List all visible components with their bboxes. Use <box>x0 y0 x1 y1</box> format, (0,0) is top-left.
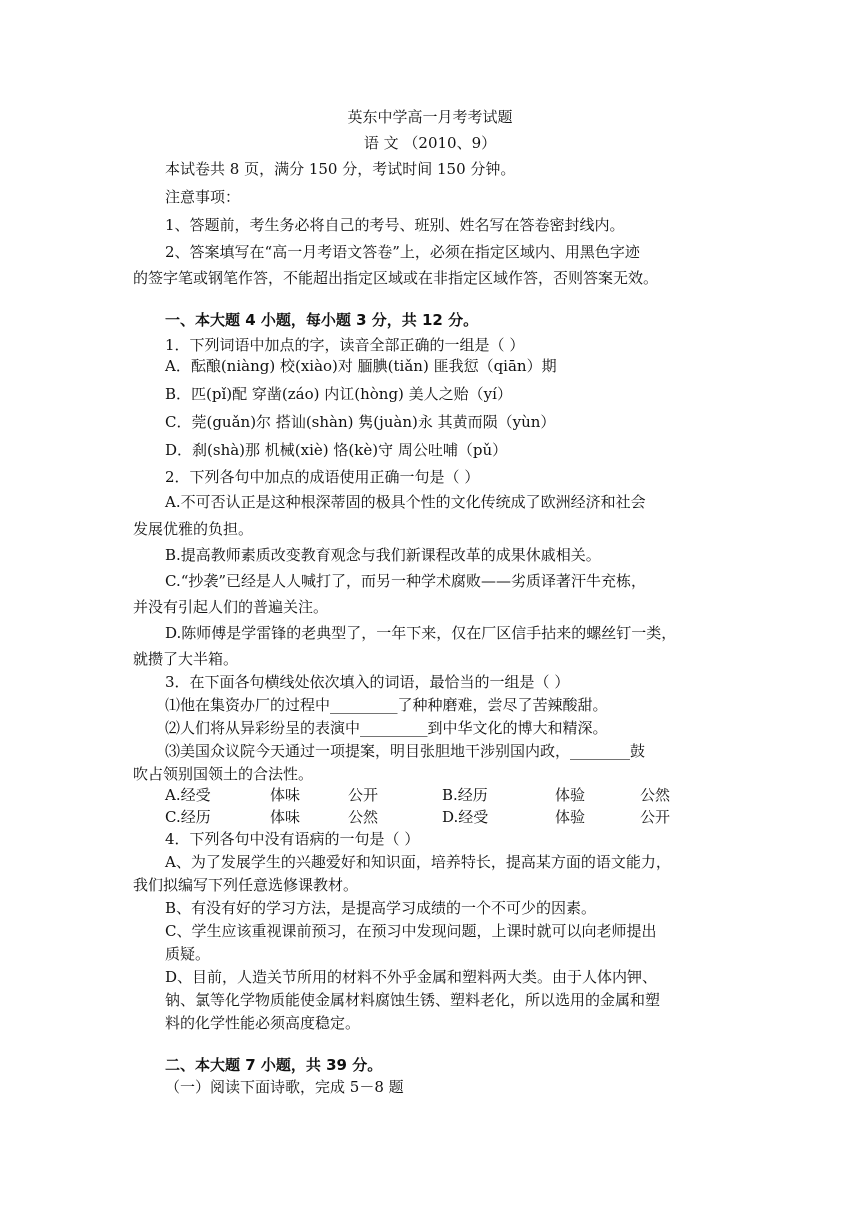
q1-option-a: A．酝酿(niàng) 校(xiào)对 腼腆(tiǎn) 匪我愆（qiān）期 <box>165 357 557 375</box>
q3-option-d-word3: 公开 <box>640 808 671 826</box>
q4-option-a-cont: 我们拟编写下列任意选修课教材。 <box>133 876 359 894</box>
q3-option-b-word1: B.经历 <box>442 786 488 804</box>
q2-option-c: C.“抄袭”已经是人人喊打了，而另一种学术腐败——劣质译著汗牛充栋， <box>165 572 647 590</box>
q3-stem: 3．在下面各句横线处依次填入的词语，最恰当的一组是（ ） <box>165 673 570 691</box>
notice-title: 注意事项： <box>165 188 241 206</box>
q3-option-a-word3: 公开 <box>348 786 379 804</box>
q4-option-d-cont-1: 钠、氯等化学物质能使金属材料腐蚀生锈、塑料老化，所以选用的金属和塑 <box>165 991 661 1009</box>
exam-subject-date: 语 文 （2010、9） <box>363 134 497 152</box>
q4-option-d-cont-2: 料的化学性能必须高度稳定。 <box>165 1014 361 1032</box>
q3-sentence-3-cont: 吹占领别国领土的合法性。 <box>133 765 314 783</box>
q1-option-c: C．莞(guǎn)尔 搭讪(shàn) 隽(juàn)永 其黄而陨（yùn） <box>165 413 556 431</box>
q2-option-d-cont: 就攒了大半箱。 <box>133 650 239 668</box>
notice-item-2: 2、答案填写在“高一月考语文答卷”上，必须在指定区域内、用黑色字迹 <box>165 243 640 261</box>
q4-option-d: D、目前，人造关节所用的材料不外乎金属和塑料两大类。由于人体内钾、 <box>165 968 658 986</box>
notice-item-1: 1、答题前，考生务必将自己的考号、班别、姓名写在答卷密封线内。 <box>165 216 625 234</box>
q2-option-a-cont: 发展优雅的负担。 <box>133 520 254 538</box>
q3-option-c-word1: C.经历 <box>165 808 211 826</box>
q3-sentence-1: ⑴他在集资办厂的过程中_________了种种磨难，尝尽了苦辣酸甜。 <box>165 696 608 714</box>
q3-option-d-word1: D.经受 <box>442 808 489 826</box>
q2-option-a: A.不可否认正是这种根深蒂固的极具个性的文化传统成了欧洲经济和社会 <box>165 493 646 511</box>
q4-option-c-cont: 质疑。 <box>165 945 211 963</box>
q2-option-d: D.陈师傅是学雷锋的老典型了，一年下来，仅在厂区信手拈来的螺丝钉一类， <box>165 624 677 642</box>
q4-stem: 4．下列各句中没有语病的一句是（ ） <box>165 830 420 848</box>
q3-option-a-word2: 体味 <box>270 786 301 804</box>
q4-option-b: B、有没有好的学习方法，是提高学习成绩的一个不可少的因素。 <box>165 899 597 917</box>
q3-option-b-word3: 公然 <box>640 786 671 804</box>
q3-options-row-2 <box>0 807 860 827</box>
q2-stem: 2．下列各句中加点的成语使用正确一句是（ ） <box>165 468 480 486</box>
exam-title: 英东中学高一月考考试题 <box>347 108 513 126</box>
exam-info: 本试卷共 8 页，满分 150 分，考试时间 150 分钟。 <box>165 160 516 178</box>
q3-options-row-1 <box>0 785 860 805</box>
q4-option-a: A、为了发展学生的兴趣爱好和知识面，培养特长，提高某方面的语文能力， <box>165 853 671 871</box>
q4-option-c: C、学生应该重视课前预习，在预习中发现问题，上课时就可以向老师提出 <box>165 922 657 940</box>
notice-item-2-cont: 的签字笔或钢笔作答，不能超出指定区域或在非指定区域作答，否则答案无效。 <box>133 269 659 287</box>
part2-subsection-1: （一）阅读下面诗歌，完成 5－8 题 <box>165 1078 404 1096</box>
q3-sentence-2: ⑵人们将从异彩纷呈的表演中_________到中华文化的博大和精深。 <box>165 719 608 737</box>
q3-option-c-word2: 体味 <box>270 808 301 826</box>
q3-option-c-word3: 公然 <box>348 808 379 826</box>
q1-stem: 1．下列词语中加点的字，读音全部正确的一组是（ ） <box>165 336 525 354</box>
q1-option-b: B．匹(pǐ)配 穿凿(záo) 内讧(hòng) 美人之贻（yí） <box>165 385 512 403</box>
q3-option-b-word2: 体验 <box>555 786 586 804</box>
q1-option-d: D．刹(shà)那 机械(xiè) 恪(kè)守 周公吐哺（pǔ） <box>165 441 508 459</box>
part1-heading: 一、本大题 4 小题，每小题 3 分，共 12 分。 <box>165 311 479 329</box>
q3-sentence-3: ⑶美国众议院今天通过一项提案，明目张胆地干涉别国内政，________鼓 <box>165 742 646 760</box>
q2-option-c-cont: 并没有引起人们的普遍关注。 <box>133 598 329 616</box>
q3-option-d-word2: 体验 <box>555 808 586 826</box>
q3-option-a-word1: A.经受 <box>165 786 211 804</box>
part2-heading: 二、本大题 7 小题，共 39 分。 <box>165 1056 383 1074</box>
q2-option-b: B.提高教师素质改变教育观念与我们新课程改革的成果休戚相关。 <box>165 546 601 564</box>
